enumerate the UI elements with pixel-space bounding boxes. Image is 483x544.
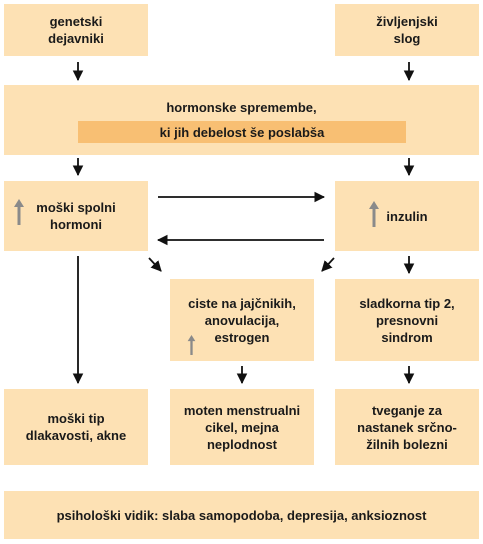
node-genetic-factors-label: genetski dejavniki <box>48 14 104 46</box>
node-psychological-label: psihološki vidik: slaba samopodoba, depresija, anksioznost <box>56 507 427 523</box>
obesity-highlight-label: ki jih debelost še poslabša <box>159 124 325 140</box>
node-lifestyle-label: življenjski slog <box>376 14 438 46</box>
arrow-icon <box>322 258 334 271</box>
arrow-icon <box>149 258 161 271</box>
node-diabetes-label: sladkorna tip 2, presnovni sindrom <box>359 295 455 345</box>
node-male-hormones-label: moški spolni hormoni <box>36 200 116 232</box>
node-insulin-label: inzulin <box>386 208 428 224</box>
node-ovarian-cysts-label: ciste na jajčnikih, anovulacija, estrogen <box>188 295 296 345</box>
node-menstrual-cycle-label: moten menstrualni cikel, mejna neplodnost <box>183 402 301 452</box>
node-cardio-risk-label: tveganje za nastanek srčno- žilnih bolezni <box>357 402 457 452</box>
node-hair-acne-label: moški tip dlakavosti, akne <box>25 411 127 443</box>
node-hormonal-changes-label: hormonske spremembe, <box>166 100 317 115</box>
